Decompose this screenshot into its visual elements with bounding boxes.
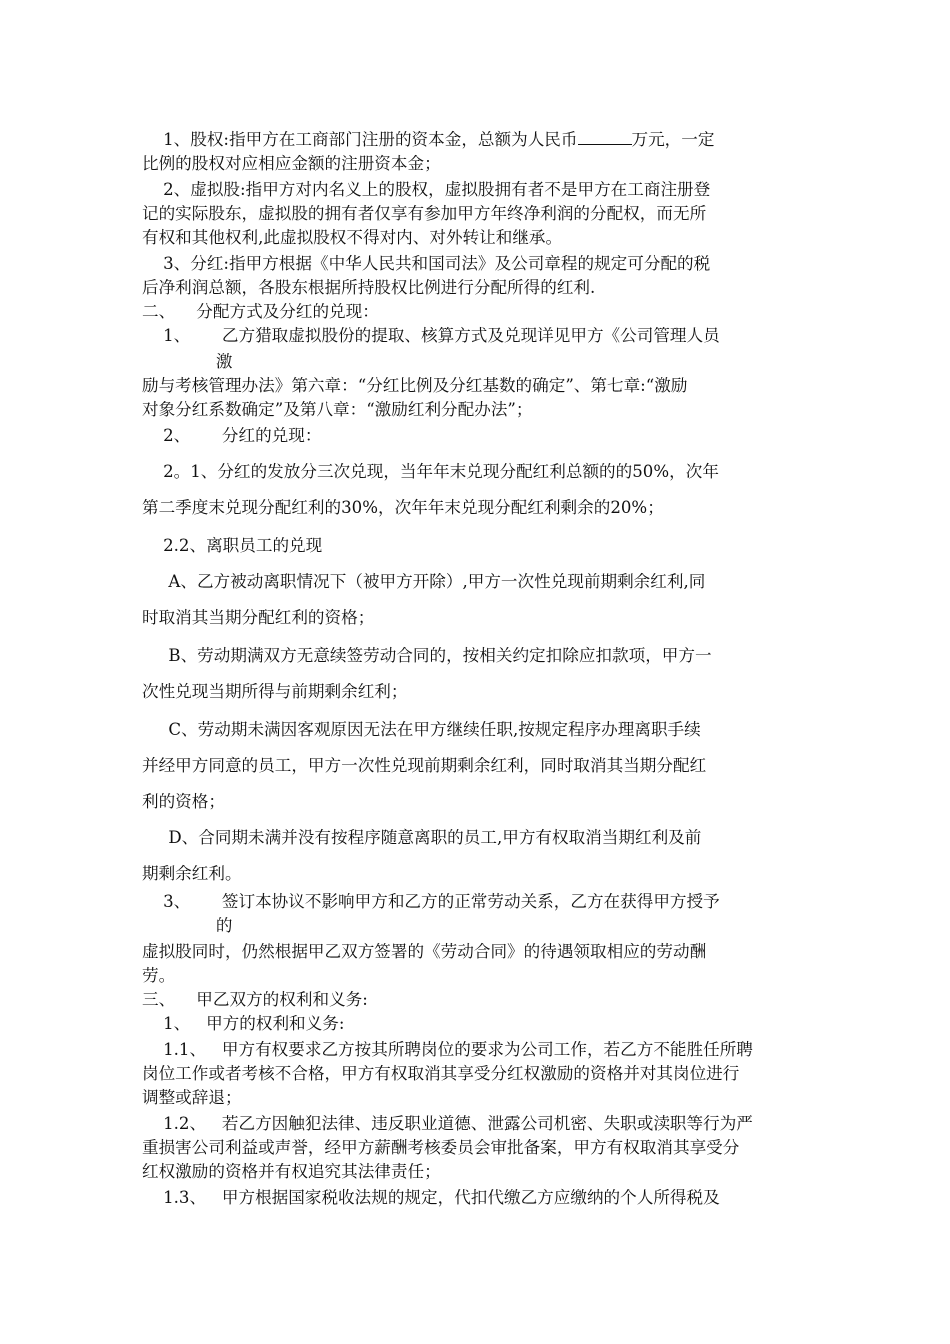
text-line: 2、虚拟股:指甲方对内名义上的股权，虚拟股拥有者不是甲方在工商注册登	[142, 180, 711, 199]
text-line: 1、 甲方的权利和义务:	[142, 1014, 345, 1033]
text-line: 1.2、 若乙方因触犯法律、违反职业道德、泄露公司机密、失职或渎职等行为严	[142, 1114, 753, 1133]
text-line: 2.2、离职员工的兑现	[142, 536, 323, 555]
text-line: 1、 乙方猎取虚拟股份的提取、核算方式及兑现详见甲方《公司管理人员	[142, 326, 720, 345]
text-line: 3、分红:指甲方根据《中华人民共和国司法》及公司章程的规定可分配的税	[142, 254, 711, 273]
text-line: 比例的股权对应相应金额的注册资本金；	[142, 154, 441, 173]
text-line: 时取消其当期分配红利的资格；	[142, 608, 375, 627]
text-line: 第二季度末兑现分配红利的30%，次年年末兑现分配红利剩余的20%；	[142, 498, 664, 517]
text-line: 1、股权:指甲方在工商部门注册的资本金，总额为人民币 万元，一定	[142, 130, 715, 149]
text-line: B、劳动期满双方无意续签劳动合同的，按相关约定扣除应扣款项，甲方一	[142, 646, 712, 665]
text-line: 重损害公司利益或声誉，经甲方薪酬考核委员会审批备案，甲方有权取消其享受分	[142, 1138, 740, 1157]
text-line: 后净利润总额，各股东根据所持股权比例进行分配所得的红利.	[142, 278, 596, 297]
text-line: 虚拟股同时，仍然根据甲乙双方签署的《劳动合同》的待遇领取相应的劳动酬	[142, 942, 707, 961]
text-line: 2、 分红的兑现：	[142, 426, 322, 445]
text-line: 期剩余红利。	[142, 864, 242, 883]
text-line: 3、 签订本协议不影响甲方和乙方的正常劳动关系，乙方在获得甲方授予	[142, 892, 720, 911]
text-line: 激	[142, 352, 233, 371]
text-line: D、合同期未满并没有按程序随意离职的员工,甲方有权取消当期红利及前	[142, 828, 702, 847]
text-line: 调整或辞退；	[142, 1088, 242, 1107]
text-line: 1.1、 甲方有权要求乙方按其所聘岗位的要求为公司工作，若乙方不能胜任所聘	[142, 1040, 753, 1059]
text-line: 劳。	[142, 966, 176, 985]
text-line: 记的实际股东，虚拟股的拥有者仅享有参加甲方年终净利润的分配权，而无所	[142, 204, 707, 223]
text-line: 并经甲方同意的员工，甲方一次性兑现前期剩余红利，同时取消其当期分配红	[142, 756, 707, 775]
section-heading: 二、 分配方式及分红的兑现：	[142, 302, 379, 321]
text-line: 2。1、分红的发放分三次兑现，当年年末兑现分配红利总额的的50%，次年	[142, 462, 719, 481]
text-line: 有权和其他权利,此虚拟股权不得对内、对外转让和继承。	[142, 228, 563, 247]
text-line: 对象分红系数确定”及第八章：“激励红利分配办法”；	[142, 400, 533, 419]
text-line: C、劳动期未满因客观原因无法在甲方继续任职,按规定程序办理离职手续	[142, 720, 701, 739]
text-line: 的	[142, 916, 233, 935]
section-heading: 三、 甲乙双方的权利和义务:	[142, 990, 368, 1009]
text-line: 红权激励的资格并有权追究其法律责任；	[142, 1162, 441, 1181]
text-line: 1.3、 甲方根据国家税收法规的规定，代扣代缴乙方应缴纳的个人所得税及	[142, 1188, 720, 1207]
text-line: A、乙方被动离职情况下（被甲方开除）,甲方一次性兑现前期剩余红利,同	[142, 572, 706, 591]
text-line: 岗位工作或者考核不合格，甲方有权取消其享受分红权激励的资格并对其岗位进行	[142, 1064, 740, 1083]
amount-blank	[578, 128, 632, 145]
text-line: 励与考核管理办法》第六章：“分红比例及分红基数的确定”、第七章:“激励	[142, 376, 688, 395]
text-line: 利的资格；	[142, 792, 225, 811]
text-line: 次性兑现当期所得与前期剩余红利；	[142, 682, 408, 701]
